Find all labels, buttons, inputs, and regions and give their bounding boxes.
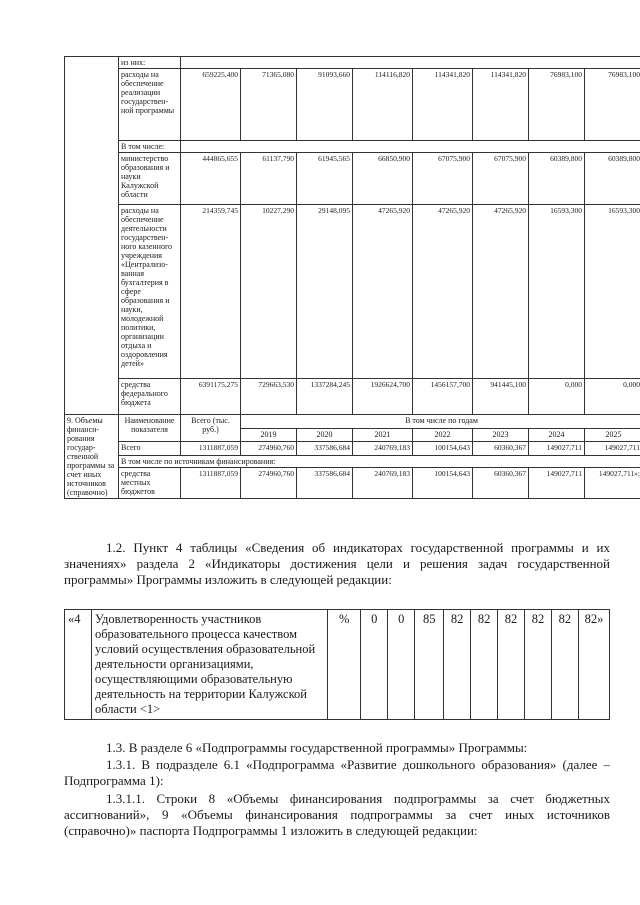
paragraph-1-2 (64, 540, 610, 588)
year-header: 2019 (241, 429, 297, 441)
row-value: 240769,183 (353, 468, 413, 499)
row-value: 16593,300 (585, 205, 640, 379)
row-value: 16593,300 (529, 205, 585, 379)
indicator-value: 0 (361, 610, 388, 720)
row-value: 337586,684 (297, 468, 353, 499)
row-label: Всего (119, 441, 181, 455)
row-value: 100154,643 (413, 468, 473, 499)
paragraph-1-3-text: 1.3. В разделе 6 «Подпрограммы государственной программы» Программы: (106, 740, 528, 755)
indicator-table (64, 609, 610, 720)
row-value: 941445,100 (473, 379, 529, 415)
financing-table (64, 56, 640, 499)
sources-label: В том числе по источникам финансирования: (119, 455, 640, 467)
year-header: 2020 (297, 429, 353, 441)
paragraph-1-3 (64, 740, 610, 756)
total-row (65, 441, 640, 455)
year-header: 2021 (353, 429, 413, 441)
row-value: 0,000 (529, 379, 585, 415)
row-value: 149027,711 (585, 441, 640, 455)
row-span-cell (181, 57, 640, 69)
financing-row (65, 69, 640, 141)
financing-row (65, 379, 640, 415)
row-value: 114341,820 (473, 69, 529, 141)
row-value: 91093,660 (297, 69, 353, 141)
row-value: 61945,565 (297, 153, 353, 205)
row-value: 100154,643 (413, 441, 473, 455)
row-value: 659225,400 (181, 69, 241, 141)
indicator-text: Удовлетворенность участников образовательного процесса качеством условий осуществления образовательной деятельности организациями, осуществляющими образовательную деятельность на территории Калужской области <1> (91, 610, 327, 720)
paragraph-1-3-1-1-text: 1.3.1.1. Строки 8 «Объемы финансирования подпрограммы за счет бюджетных ассигнований», 9 «Объемы финансирования подпрограммы за счет иных источников (справочно)» паспорта Подпрограммы 1 изложить в следующей редакции: (64, 791, 610, 838)
row-value: 60389,800 (585, 153, 640, 205)
row-value: 66850,900 (353, 153, 413, 205)
row-value: 76983,100 (529, 69, 585, 141)
sources-row (65, 455, 640, 467)
row-label: из них: (119, 57, 181, 69)
paragraph-1-2-text: 1.2. Пункт 4 таблицы «Сведения об индикаторах государственной программы и их значениях» раздела 2 «Индикаторы достижения цели и решения задач государственной программы» Программы изложить в следующей редакции: (64, 540, 610, 587)
row-value: 67075,900 (473, 153, 529, 205)
row-value: 60360,367 (473, 468, 529, 499)
row-value: 444865,655 (181, 153, 241, 205)
row-value: 274960,760 (241, 441, 297, 455)
row-value: 71365,080 (241, 69, 297, 141)
row-value: 274960,760 (241, 468, 297, 499)
indicator-number: «4 (65, 610, 92, 720)
year-header: 2025 (585, 429, 640, 441)
year-header: 2023 (473, 429, 529, 441)
row-value: 1456157,700 (413, 379, 473, 415)
row-value: 240769,183 (353, 441, 413, 455)
row-label: расходы на обеспечение реализации государствен-ной программы (119, 69, 181, 141)
indicator-value: 82 (444, 610, 471, 720)
row-value: 6391175,275 (181, 379, 241, 415)
indicator-value: 82» (578, 610, 609, 720)
col-header-total: Всего (тыс. руб.) (181, 415, 241, 442)
section9-header-row (65, 415, 640, 429)
row-value: 1337284,245 (297, 379, 353, 415)
row-value: 1311887,059 (181, 441, 241, 455)
row-value: 29148,095 (297, 205, 353, 379)
row-span-cell (181, 141, 640, 153)
row-label: министерство образования и науки Калужской области (119, 153, 181, 205)
row-value: 76983,100 (585, 69, 640, 141)
indicator-value: 82 (471, 610, 498, 720)
col-header-years: В том числе по годам (241, 415, 640, 429)
row-value: 47265,920 (413, 205, 473, 379)
row-label: средства федерального бюджета (119, 379, 181, 415)
col-header-name: Наименование показателя (119, 415, 181, 442)
row-label: расходы на обеспечение деятельности государствен-ного казенного учреждения «Централизо-ванная бухгалтерия в сфере образования и науки, молодежной политики, организации отдыха и оздоровления детей» (119, 205, 181, 379)
financing-row (65, 57, 640, 69)
local-budget-row (65, 468, 640, 499)
row-value: 214359,745 (181, 205, 241, 379)
row-value: 149027,711»; (585, 468, 640, 499)
indicator-unit: % (328, 610, 361, 720)
row-label: В том числе: (119, 141, 181, 153)
row-value: 10227,290 (241, 205, 297, 379)
row-value: 0,000 (585, 379, 640, 415)
row-value: 337586,684 (297, 441, 353, 455)
row-value: 60389,800 (529, 153, 585, 205)
financing-row (65, 141, 640, 153)
year-header: 2022 (413, 429, 473, 441)
year-header: 2024 (529, 429, 585, 441)
paragraph-1-3-1-text: 1.3.1. В подразделе 6.1 «Подпрограмма «Развитие дошкольного образования» (далее – Подпрограмма 1): (64, 757, 610, 788)
row-value: 114341,820 (413, 69, 473, 141)
row-value: 729663,530 (241, 379, 297, 415)
row-value: 67075,900 (413, 153, 473, 205)
row-value: 1311887,059 (181, 468, 241, 499)
row-value: 1926624,700 (353, 379, 413, 415)
row-value: 47265,920 (473, 205, 529, 379)
section9-label: 9. Объемы финанси-рования государ-ственной программы за счет иных источников (справочно) (65, 415, 119, 499)
row-value: 47265,920 (353, 205, 413, 379)
section-cell-blank (65, 57, 119, 415)
row-value: 61137,790 (241, 153, 297, 205)
indicator-value: 82 (525, 610, 552, 720)
row-value: 60360,367 (473, 441, 529, 455)
indicator-row (65, 610, 610, 720)
indicator-value: 85 (415, 610, 444, 720)
row-value: 149027,711 (529, 441, 585, 455)
financing-row (65, 205, 640, 379)
indicator-value: 82 (551, 610, 578, 720)
row-value: 114116,820 (353, 69, 413, 141)
indicator-value: 0 (388, 610, 415, 720)
financing-row (65, 153, 640, 205)
paragraph-1-3-1-1 (64, 791, 610, 839)
paragraph-1-3-1 (64, 757, 610, 789)
indicator-value: 82 (498, 610, 525, 720)
row-value: 149027,711 (529, 468, 585, 499)
row-label: средства местных бюджетов (119, 468, 181, 499)
